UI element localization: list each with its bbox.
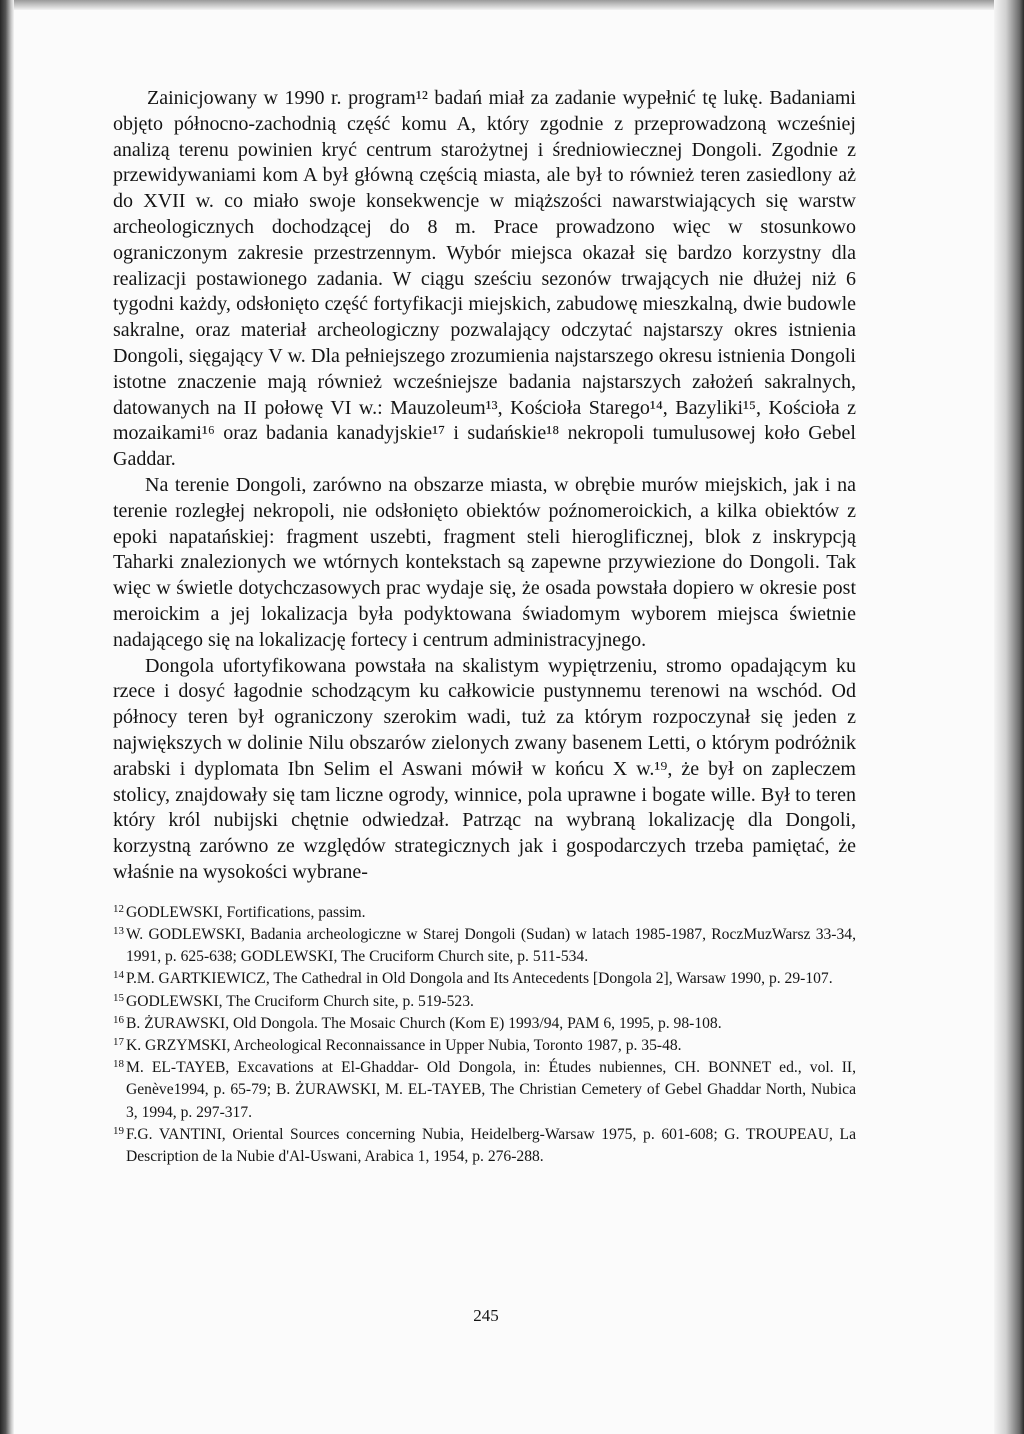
footnote-number: 13 — [113, 924, 124, 937]
paragraph-2: Na terenie Dongoli, zarówno na obszarze miasta, w obrębie murów miejskich, jak i na terenie rozległej nekropoli, nie odsłonięto obiektów poźnomeroickich, a kilka obiektów z epoki napatańskiej: fragment uszebti, fragment steli hieroglificznej, blok z inskrypcją Taharki znalezionych we wtórnych kontekstach są zapewne przywiezione do Dongoli. Tak więc w świetle dotychczasowych prac wydaje się, że osada powstała dopiero w okresie post meroickim a jej lokalizacja była podyktowana świadomym wyborem miejsca świetnie nadającego się na lokalizację fortecy i centrum administracyjnego. — [113, 473, 856, 651]
footnote-14 — [113, 968, 856, 990]
footnote-number: 15 — [113, 991, 124, 1004]
footnote-number: 14 — [113, 969, 124, 982]
footnote-12 — [113, 902, 856, 924]
footnote-text: W. GODLEWSKI, Badania archeologiczne w Starej Dongoli (Sudan) w latach 1985-1987, RoczMuzWarsz 33-34, 1991, p. 625-638; GODLEWSKI, The Cruciform Church site, p. 511-534. — [126, 925, 856, 966]
footnote-18 — [113, 1057, 856, 1124]
footnotes — [113, 902, 856, 1168]
footnote-number: 17 — [113, 1035, 124, 1048]
footnote-text: B. ŻURAWSKI, Old Dongola. The Mosaic Church (Kom E) 1993/94, PAM 6, 1995, p. 98-108. — [126, 1014, 722, 1032]
page-content — [113, 86, 856, 1168]
scan-edge-right — [994, 0, 1024, 1434]
footnote-16 — [113, 1013, 856, 1035]
footnote-number: 18 — [113, 1058, 124, 1071]
footnote-15 — [113, 991, 856, 1013]
footnote-13 — [113, 924, 856, 968]
footnote-text: GODLEWSKI, Fortifications, passim. — [126, 903, 366, 921]
footnote-17 — [113, 1035, 856, 1057]
footnote-19 — [113, 1124, 856, 1168]
body-text — [113, 86, 856, 886]
footnote-number: 16 — [113, 1013, 124, 1026]
scan-edge-left — [0, 0, 14, 1434]
footnote-number: 12 — [113, 902, 124, 915]
footnote-text: F.G. VANTINI, Oriental Sources concerning Nubia, Heidelberg-Warsaw 1975, p. 601-608; G. TROUPEAU, La Description de la Nubie d'Al-Uswani, Arabica 1, 1954, p. 276-288. — [126, 1125, 856, 1165]
paragraph-1: Zainicjowany w 1990 r. program¹² badań miał za zadanie wypełnić tę lukę. Badaniami objęto północno-zachodnią część komu A, który zgodnie z przeprowadzoną wcześniej analizą terenu powinien kryć centrum starożytnej i średniowiecznej Dongoli. Zgodnie z przewidywaniami kom A był główną częścią miasta, ale był to również teren zasiedlony aż do XVII w. co miało swoje konsekwencje w miąższości nawarstwiających się warstw archeologicznych dochodzącej do 8 m. Prace prowadzono więc w stosunkowo ograniczonym zakresie przestrzennym. Wybór miejsca okazał się bardzo korzystny dla realizacji postawionego zadania. W ciągu sześciu sezonów trwających nie dłużej niż 6 tygodni każdy, odsłonięto część fortyfikacji miejskich, zabudowę mieszkalną, dwie budowle sakralne, oraz materiał archeologiczny pozwalający odczytać najstarszy okres istnienia Dongoli, sięgający V w. Dla pełniejszego zrozumienia najstarszego okresu istnienia Dongoli istotne znaczenie mają również wcześniejsze badania najstarszych założeń sakralnych, datowanych na II połowę VI w.: Mauzoleum¹³, Kościoła Starego¹⁴, Bazyliki¹⁵, Kościoła z mozaikami¹⁶ oraz badania kanadyjskie¹⁷ i sudańskie¹⁸ nekropoli tumulusowej koło Gebel Gaddar. — [113, 87, 856, 471]
footnote-number: 19 — [113, 1124, 124, 1137]
paragraph-3: Dongola ufortyfikowana powstała na skalistym wypiętrzeniu, stromo opadającym ku rzece i dosyć łagodnie schodzącym ku całkowicie pustynnemu terenowi na wschód. Od północy teren był ograniczony szerokim wadi, tuż za którym rozpoczynał się jeden z największych w dolinie Nilu obszarów zielonych zwany basenem Letti, o którym podróżnik arabski i dyplomata Ibn Selim el Aswani mówił w końcu X w.¹⁹, że był on zapleczem stolicy, znajdowały się tam liczne ogrody, winnice, pola uprawne i bogate wille. Był to teren który król nubijski chętnie odwiedzał. Patrząc na wybraną lokalizację dla Dongoli, korzystną zarówno ze względów strategicznych jak i gospodarczych trzeba pamiętać, że właśnie na wysokości wybrane- — [113, 654, 856, 883]
scan-edge-top — [0, 0, 1024, 10]
footnote-text: K. GRZYMSKI, Archeological Reconnaissance in Upper Nubia, Toronto 1987, p. 35-48. — [126, 1036, 682, 1054]
page-number: 245 — [473, 1306, 499, 1325]
footnote-text: M. EL-TAYEB, Excavations at El-Ghaddar- Old Dongola, in: Études nubiennes, CH. BONNET ed., vol. II, Genève1994, p. 65-79; B. ŻURAWSKI, M. EL-TAYEB, The Christian Cemetery of Gebel Ghaddar North, Nubica 3, 1994, p. 297-317. — [126, 1059, 856, 1121]
footnote-text: GODLEWSKI, The Cruciform Church site, p. 519-523. — [126, 992, 474, 1010]
footnote-text: P.M. GARTKIEWICZ, The Cathedral in Old Dongola and Its Antecedents [Dongola 2], Warsaw 1990, p. 29-107. — [126, 970, 833, 988]
